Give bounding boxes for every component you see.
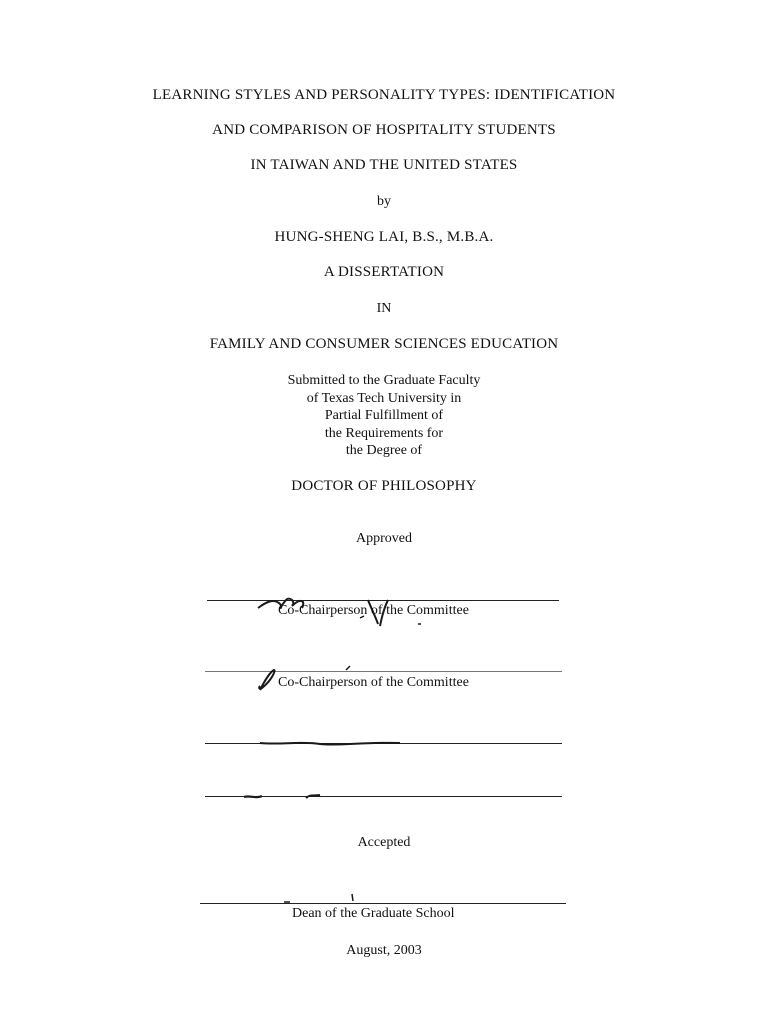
submission-line-1: Submitted to the Graduate Faculty: [287, 373, 481, 388]
by-label: by: [377, 194, 391, 209]
handwritten-signature-4: [240, 790, 330, 802]
co-chair-1-label: Co-Chairperson of the Committee: [278, 603, 469, 618]
handwritten-signature-3: [250, 737, 420, 749]
title-line-3: IN TAIWAN AND THE UNITED STATES: [250, 157, 518, 173]
handwritten-signature-dean: [280, 890, 370, 904]
dean-label: Dean of the Graduate School: [292, 906, 455, 921]
submission-line-3: Partial Fulfillment of: [324, 408, 444, 423]
submission-line-2: of Texas Tech University in: [306, 390, 462, 406]
submission-date: August, 2003: [346, 943, 422, 958]
title-line-1: LEARNING STYLES AND PERSONALITY TYPES: IDENTIFICATION: [152, 87, 616, 103]
approved-label: Approved: [356, 531, 412, 546]
accepted-label: Accepted: [357, 835, 411, 850]
field-of-study: FAMILY AND CONSUMER SCIENCES EDUCATION: [209, 336, 559, 352]
document-type: A DISSERTATION: [323, 264, 445, 280]
signature-line-dean: [200, 903, 566, 904]
co-chair-2-label: Co-Chairperson of the Committee: [278, 675, 469, 690]
author-name: HUNG-SHENG LAI, B.S., M.B.A.: [274, 229, 494, 245]
submission-line-5: the Degree of: [345, 443, 423, 458]
submission-statement: [0, 372, 768, 460]
title-line-2: AND COMPARISON OF HOSPITALITY STUDENTS: [212, 122, 556, 138]
degree-name: DOCTOR OF PHILOSOPHY: [291, 478, 477, 494]
submission-line-4: the Requirements for: [324, 425, 444, 441]
in-label: IN: [376, 301, 392, 316]
